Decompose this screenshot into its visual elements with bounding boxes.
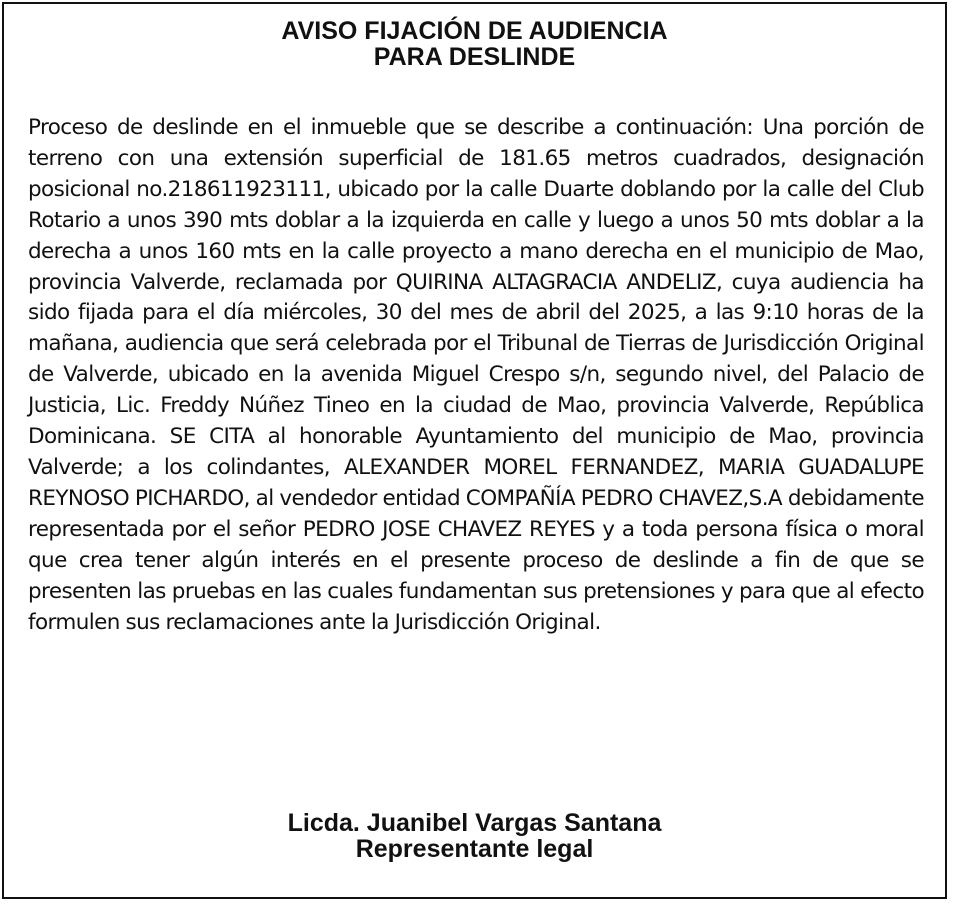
title-line-2: PARA DESLINDE [373, 43, 576, 71]
signatory-name: Licda. Juanibel Vargas Santana [287, 809, 662, 837]
title-line-1: AVISO FIJACIÓN DE AUDIENCIA [281, 17, 668, 45]
notice-body: Proceso de deslinde en el inmueble que se describe a continuación: Una porción de terreno con una extensión superficial de 181.65 metros cuadrados, designación posicional no.218611923111, ubicado por la calle Duarte doblando por la calle del Club Rotario a unos 390 mts doblar a la izquierda en calle y luego a unos 50 mts doblar a la derecha a unos 160 mts en la calle proyecto a mano derecha en el municipio de Mao, provincia Valverde, reclamada por QUIRINA ALTAGRACIA ANDELIZ, cuya audiencia ha sido fijada para el día miércoles, 30 del mes de abril del 2025, a las 9:10 horas de la mañana, audiencia que será celebrada por el Tribunal de Tierras de Jurisdicción Original de Valverde, ubicado en la avenida Miguel Crespo s/n, segundo nivel, del Palacio de Justicia, Lic. Freddy Núñez Tineo en la ciudad de Mao, provincia Valverde, República Dominicana. SE CITA al honorable Ayuntamiento del municipio de Mao, provincia Valverde; a los colindantes, ALEXANDER MOREL FERNANDEZ, MARIA GUADALUPE REYNOSO PICHARDO, al vendedor entidad COMPAÑÍA PEDRO CHAVEZ,S.A debidamente representada por el señor PEDRO JOSE CHAVEZ REYES y a toda persona física o moral que crea tener algún interés en el presente proceso de deslinde a fin de que se presenten las pruebas en las cuales fundamentan sus pretensiones y para que al efecto formulen sus reclamaciones ante la Jurisdicción Original. [28, 115, 924, 635]
legal-notice [2, 2, 947, 899]
signatory-role: Representante legal [355, 835, 594, 863]
notice-title [4, 18, 945, 70]
signature-block [4, 810, 945, 862]
